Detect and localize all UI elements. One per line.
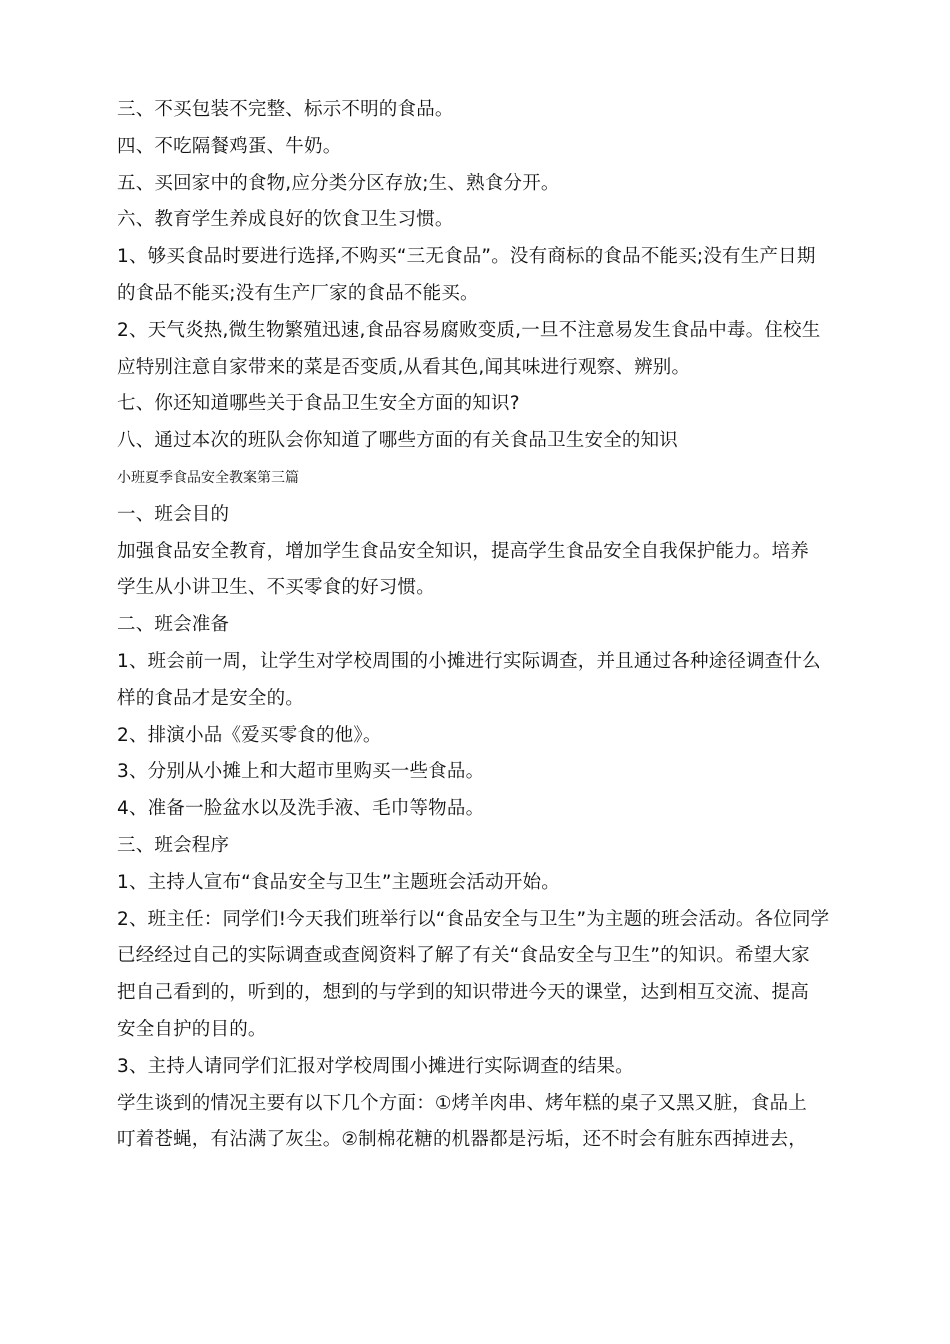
heading-line: 一、班会目的 — [117, 503, 230, 525]
text-line: 2、班主任：同学们!今天我们班举行以“食品安全与卫生”为主题的班会活动。各位同学 — [117, 908, 830, 930]
text-line: 把自己看到的，听到的，想到的与学到的知识带进今天的课堂，达到相互交流、提高 — [117, 982, 809, 1004]
text-line: 加强食品安全教育，增加学生食品安全知识，提高学生食品安全自我保护能力。培养 — [117, 540, 809, 562]
text-line: 八、通过本次的班队会你知道了哪些方面的有关食品卫生安全的知识 — [117, 430, 679, 452]
heading-line: 二、班会准备 — [117, 614, 230, 636]
text-line: 四、不吃隔餐鸡蛋、牛奶。 — [117, 135, 342, 157]
text-line: 2、天气炎热,微生物繁殖迅速,食品容易腐败变质,一旦不注意易发生食品中毒。住校生 — [117, 319, 821, 341]
text-line: 学生谈到的情况主要有以下几个方面：①烤羊肉串、烤年糕的桌子又黑又脏，食品上 — [117, 1092, 807, 1114]
text-line: 七、你还知道哪些关于食品卫生安全方面的知识? — [117, 393, 520, 415]
heading-line: 三、班会程序 — [117, 834, 230, 856]
document-page — [117, 92, 837, 1159]
text-line: 应特别注意自家带来的菜是否变质,从看其色,闻其味进行观察、辨别。 — [117, 356, 691, 378]
text-line: 三、不买包装不完整、标示不明的食品。 — [117, 99, 454, 120]
text-line: 的食品不能买;没有生产厂家的食品不能买。 — [117, 282, 479, 304]
text-line: 安全自护的目的。 — [117, 1018, 267, 1040]
text-line: 学生从小讲卫生、不买零食的好习惯。 — [117, 577, 435, 599]
text-line: 已经经过自己的实际调查或查阅资料了解了有关“食品安全与卫生”的知识。希望大家 — [117, 945, 810, 967]
text-line: 1、够买食品时要进行选择,不购买“三无食品”。没有商标的食品不能买;没有生产日期 — [117, 246, 816, 268]
text-line: 1、主持人宣布“食品安全与卫生”主题班会活动开始。 — [117, 871, 560, 893]
text-line: 3、分别从小摊上和大超市里购买一些食品。 — [117, 761, 485, 783]
text-line: 2、排演小品《爱买零食的他》。 — [117, 724, 382, 746]
text-line: 样的食品才是安全的。 — [117, 687, 305, 709]
text-line: 五、买回家中的食物,应分类分区存放;生、熟食分开。 — [117, 172, 560, 194]
text-line: 4、准备一脸盆水以及洗手液、毛巾等物品。 — [117, 798, 485, 820]
text-line: 1、班会前一周，让学生对学校周围的小摊进行实际调查，并且通过各种途径调查什么 — [117, 650, 821, 672]
section-title: 小班夏季食品安全教案第三篇 — [117, 469, 299, 486]
text-line: 叮着苍蝇，有沾满了灰尘。②制棉花糖的机器都是污垢，还不时会有脏东西掉进去， — [117, 1129, 807, 1151]
text-line: 六、教育学生养成良好的饮食卫生习惯。 — [117, 209, 454, 231]
text-line: 3、主持人请同学们汇报对学校周围小摊进行实际调查的结果。 — [117, 1055, 634, 1077]
